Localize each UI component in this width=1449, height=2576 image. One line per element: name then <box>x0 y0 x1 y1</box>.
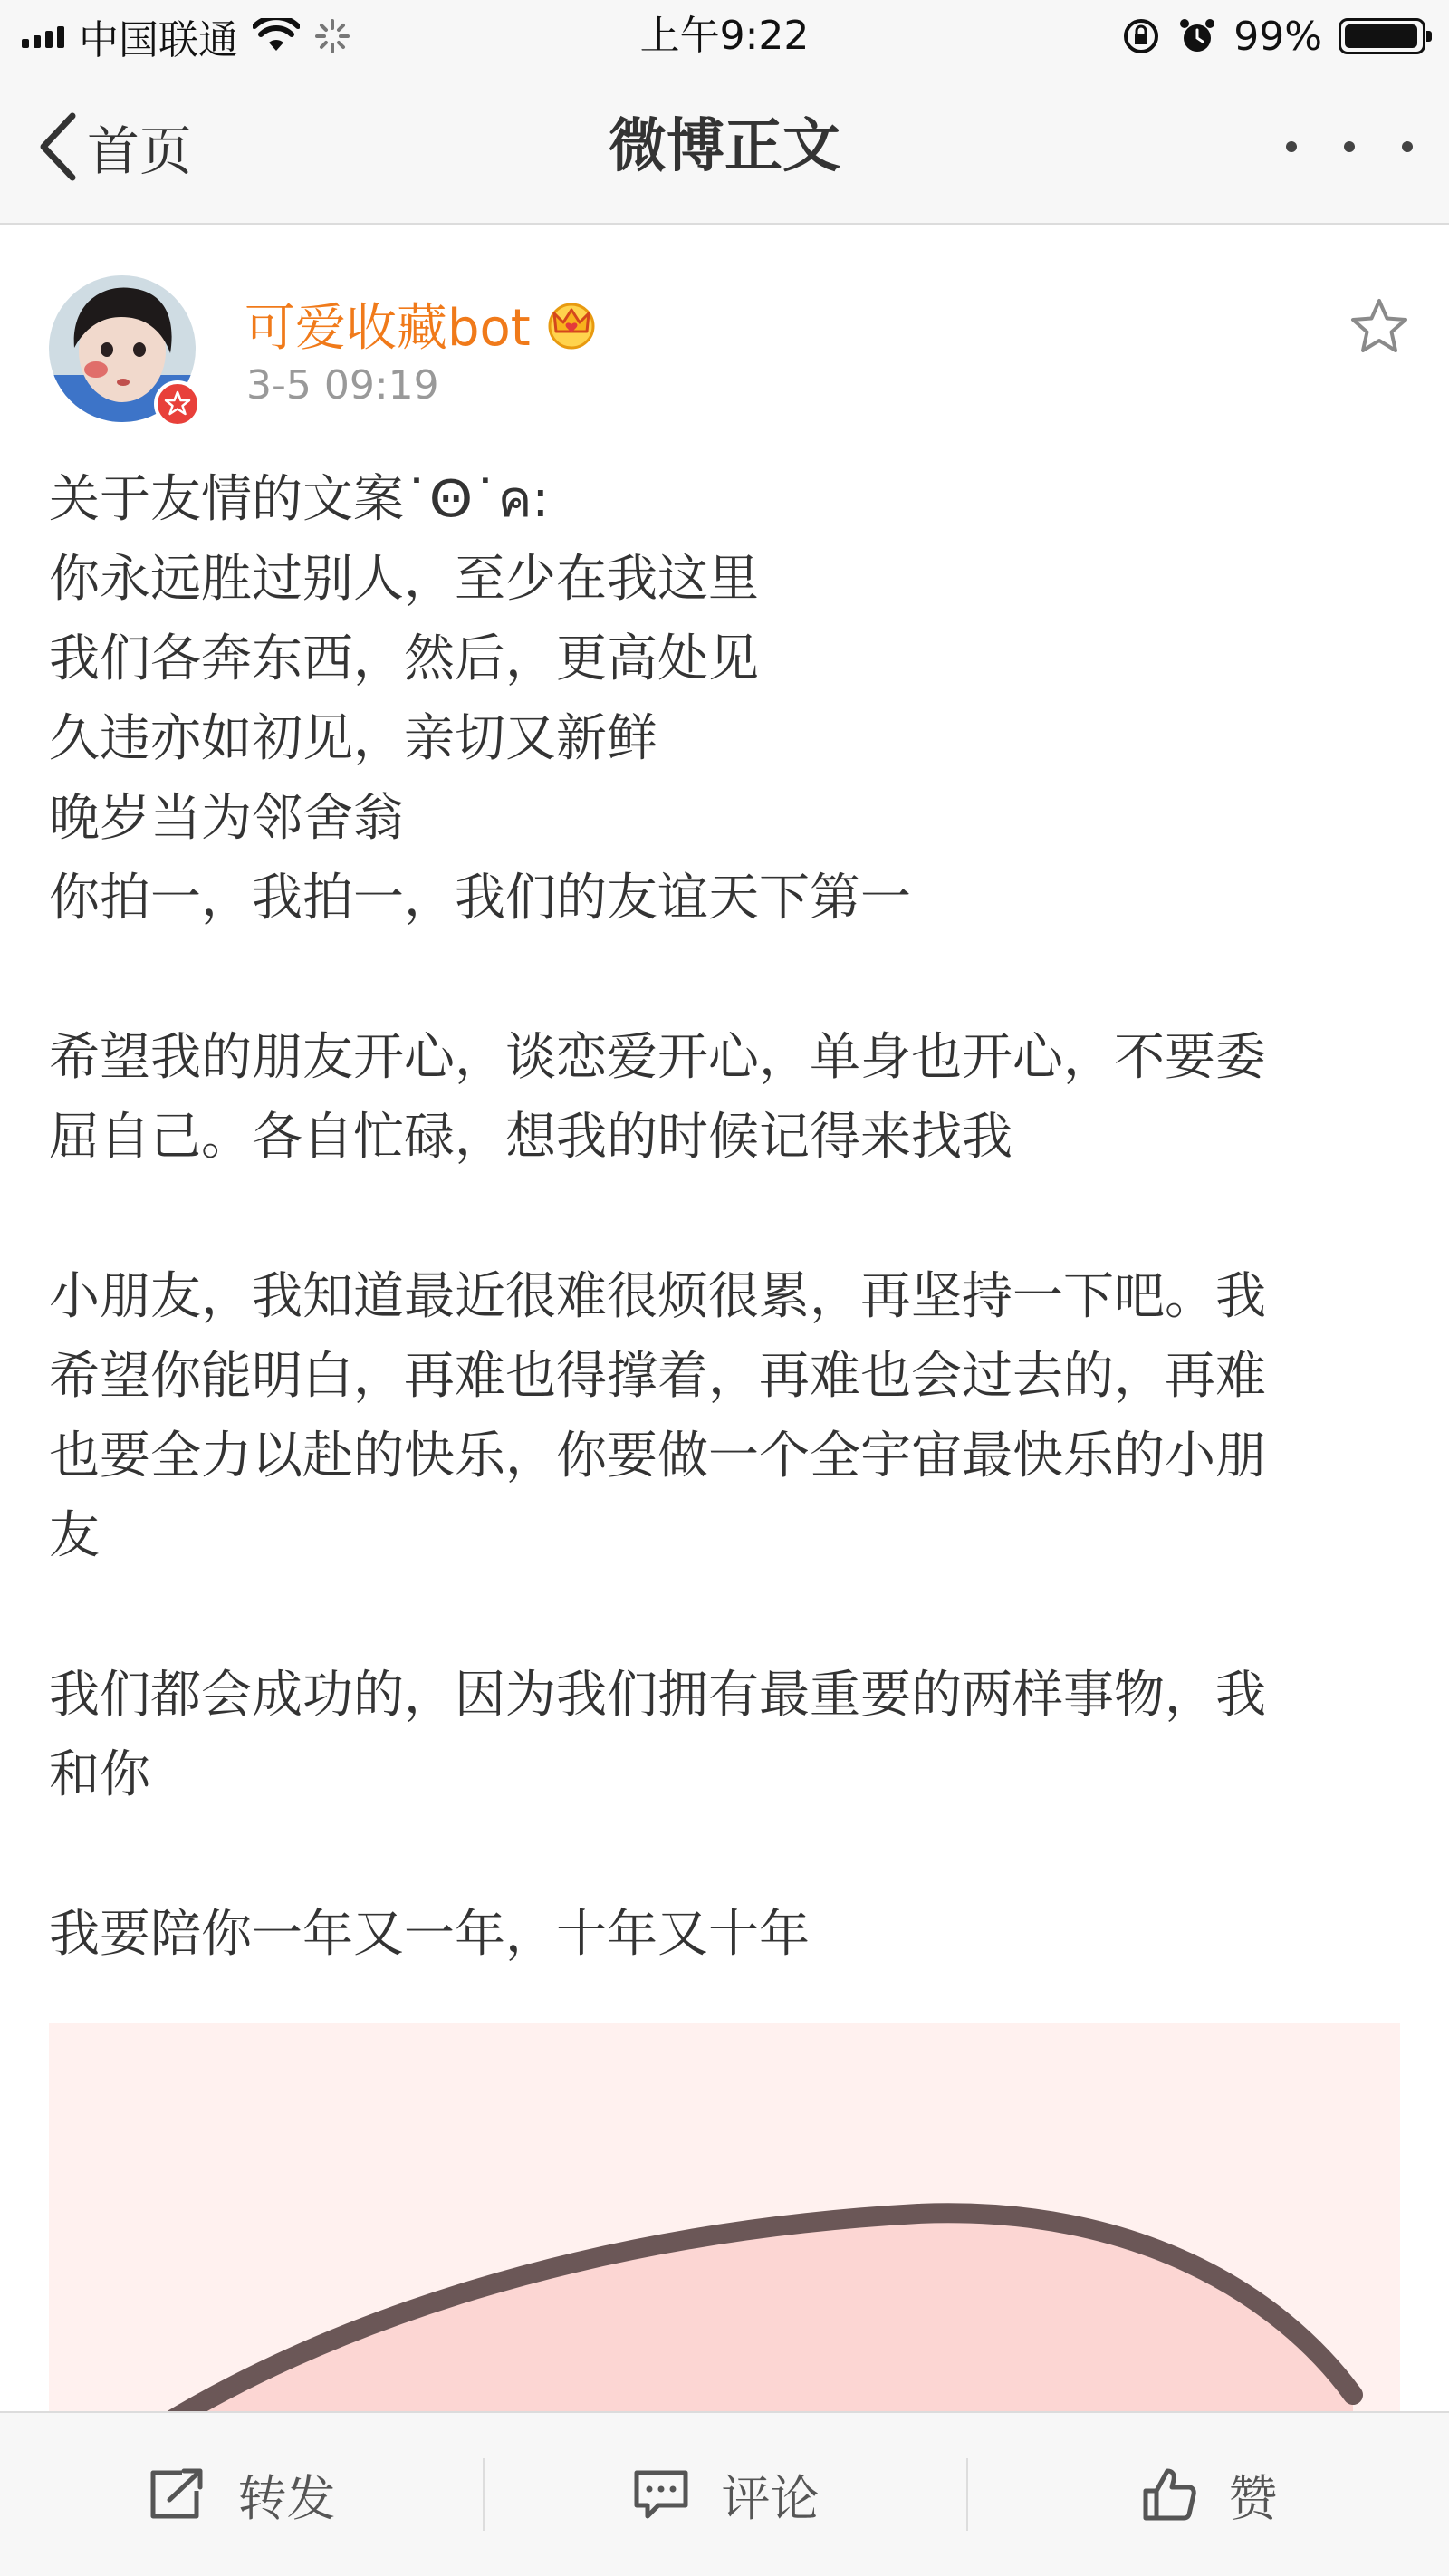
post-line: 希望我的朋友开心，谈恋爱开心，单身也开心，不要委 <box>49 1028 1266 1087</box>
battery-icon <box>1339 18 1425 54</box>
comment-button[interactable] <box>484 2413 966 2576</box>
repost-icon <box>148 2467 207 2522</box>
post-line: 希望你能明白，再难也得撑着，再难也会过去的，再难 <box>49 1347 1266 1406</box>
post-line: 屈自己。各自忙碌，想我的时候记得来找我 <box>49 1108 1012 1167</box>
post-line: 和你 <box>49 1745 150 1804</box>
repost-button[interactable] <box>0 2413 483 2576</box>
like-button[interactable] <box>967 2413 1449 2576</box>
username-row <box>245 288 600 360</box>
post-body <box>49 460 1407 1975</box>
post-line <box>49 1815 1407 1895</box>
back-label: 首页 <box>87 120 193 182</box>
status-time: 上午9:22 <box>639 13 810 59</box>
status-bar <box>0 0 1449 72</box>
post-line: 小朋友，我知道最近很难很烦很累，再坚持一下吧。我 <box>49 1267 1266 1326</box>
status-right <box>1121 9 1425 63</box>
post-line: 我要陪你一年又一年，十年又十年 <box>49 1905 810 1964</box>
post-timestamp: 3-5 09:19 <box>246 362 439 409</box>
post-line: 我们各奔东西，然后，更高处见 <box>49 630 759 688</box>
more-button[interactable] <box>1286 118 1413 176</box>
post-line: 久违亦如初见，亲切又新鲜 <box>49 709 657 768</box>
username[interactable]: 可爱收藏bot <box>245 299 531 358</box>
post-line: 你永远胜过别人，至少在我这里 <box>49 550 759 609</box>
like-label: 赞 <box>1228 2469 1278 2527</box>
repost-label: 转发 <box>237 2469 336 2527</box>
post-line: 友 <box>49 1506 100 1565</box>
action-bar <box>0 2411 1449 2576</box>
post-line: 你拍一，我拍一，我们的友谊天下第一 <box>49 869 911 928</box>
carrier-name: 中国联通 <box>79 17 238 63</box>
post-line <box>49 938 1407 1018</box>
post-line: 关于友情的文案˙Ꙫ˙ค: <box>49 470 550 529</box>
post-line: 晚岁当为邻舍翁 <box>49 789 404 848</box>
crown-badge-icon <box>543 299 600 350</box>
battery-percent: 99% <box>1233 13 1322 60</box>
verified-badge-icon <box>154 380 201 428</box>
post-line <box>49 1576 1407 1656</box>
post-line: 我们都会成功的，因为我们拥有最重要的两样事物，我 <box>49 1666 1266 1725</box>
post-line: 也要全力以赴的快乐，你要做一个全宇宙最快乐的小朋 <box>49 1427 1266 1485</box>
comment-label: 评论 <box>721 2469 820 2527</box>
navigation-bar <box>0 72 1449 225</box>
avatar[interactable] <box>49 275 196 422</box>
like-icon <box>1140 2465 1198 2523</box>
more-icon <box>1286 141 1297 152</box>
post-line <box>49 1177 1407 1257</box>
alarm-icon <box>1177 16 1217 56</box>
comment-icon <box>631 2467 691 2522</box>
star-icon[interactable] <box>1348 295 1411 359</box>
orientation-lock-icon <box>1121 16 1161 56</box>
page-title: 微博正文 <box>609 113 840 180</box>
